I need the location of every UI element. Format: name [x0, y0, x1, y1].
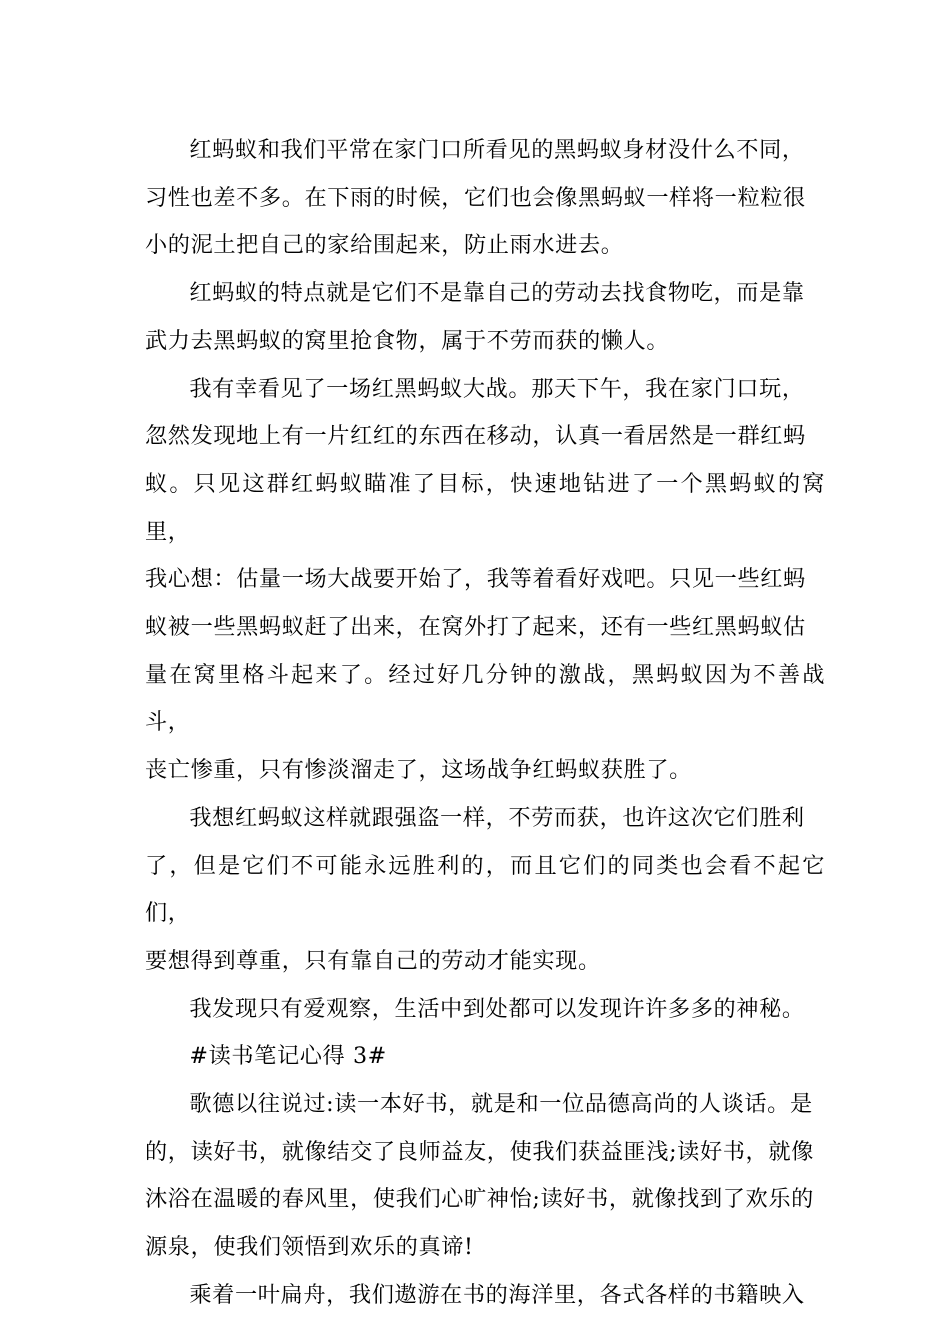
paragraph-7: 乘着一叶扁舟，我们遨游在书的海洋里，各式各样的书籍映入 — [189, 1281, 805, 1308]
paragraph-2: 红蚂蚁的特点就是它们不是靠自己的劳动去找食物吃，而是靠 武力去黑蚂蚁的窝里抢食物，属于不劳而获的懒人。 — [145, 280, 805, 354]
paragraph-6: 歌德以往说过:读一本好书，就是和一位品德高尚的人谈话。是 的，读好书，就像结交了良师益友，使我们获益匪浅;读好书，就像 沐浴在温暖的春风里，使我们心旷神怡;读好书，就像找到了欢乐的 源泉，使我们领悟到欢乐的真谛! — [145, 1091, 814, 1261]
paragraph-5: 我发现只有爱观察，生活中到处都可以发现许许多多的神秘。 — [189, 995, 805, 1022]
paragraph-3: 我有幸看见了一场红黑蚂蚁大战。那天下午，我在家门口玩， 忽然发现地上有一片红红的东西在移动，认真一看居然是一群红蚂 蚁。只见这群红蚂蚁瞄准了目标，快速地钻进了一个黑蚂蚁的窝里， 我心想：估量一场大战要开始了，我等着看好戏吧。只见一些红蚂 蚁被一些黑蚂蚁赶了出来，在窝外打了起来，还有一些红黑蚂蚁估 量在窝里格斗起来了。经过好几分钟的激战，黑蚂蚁因为不善战斗， 丧亡惨重，只有惨淡溜走了，这场战争红蚂蚁获胜了。 — [145, 375, 825, 784]
section-heading: #读书笔记心得 3# — [189, 1043, 387, 1070]
paragraph-1: 红蚂蚁和我们平常在家门口所看见的黑蚂蚁身材没什么不同， 习性也差不多。在下雨的时候，它们也会像黑蚂蚁一样将一粒粒很 小的泥土把自己的家给围起来，防止雨水进去。 — [145, 137, 806, 259]
document-body — [145, 127, 825, 1320]
paragraph-4: 我想红蚂蚁这样就跟强盗一样，不劳而获，也许这次它们胜利 了，但是它们不可能永远胜利的，而且它们的同类也会看不起它们， 要想得到尊重，只有靠自己的劳动才能实现。 — [145, 804, 825, 974]
